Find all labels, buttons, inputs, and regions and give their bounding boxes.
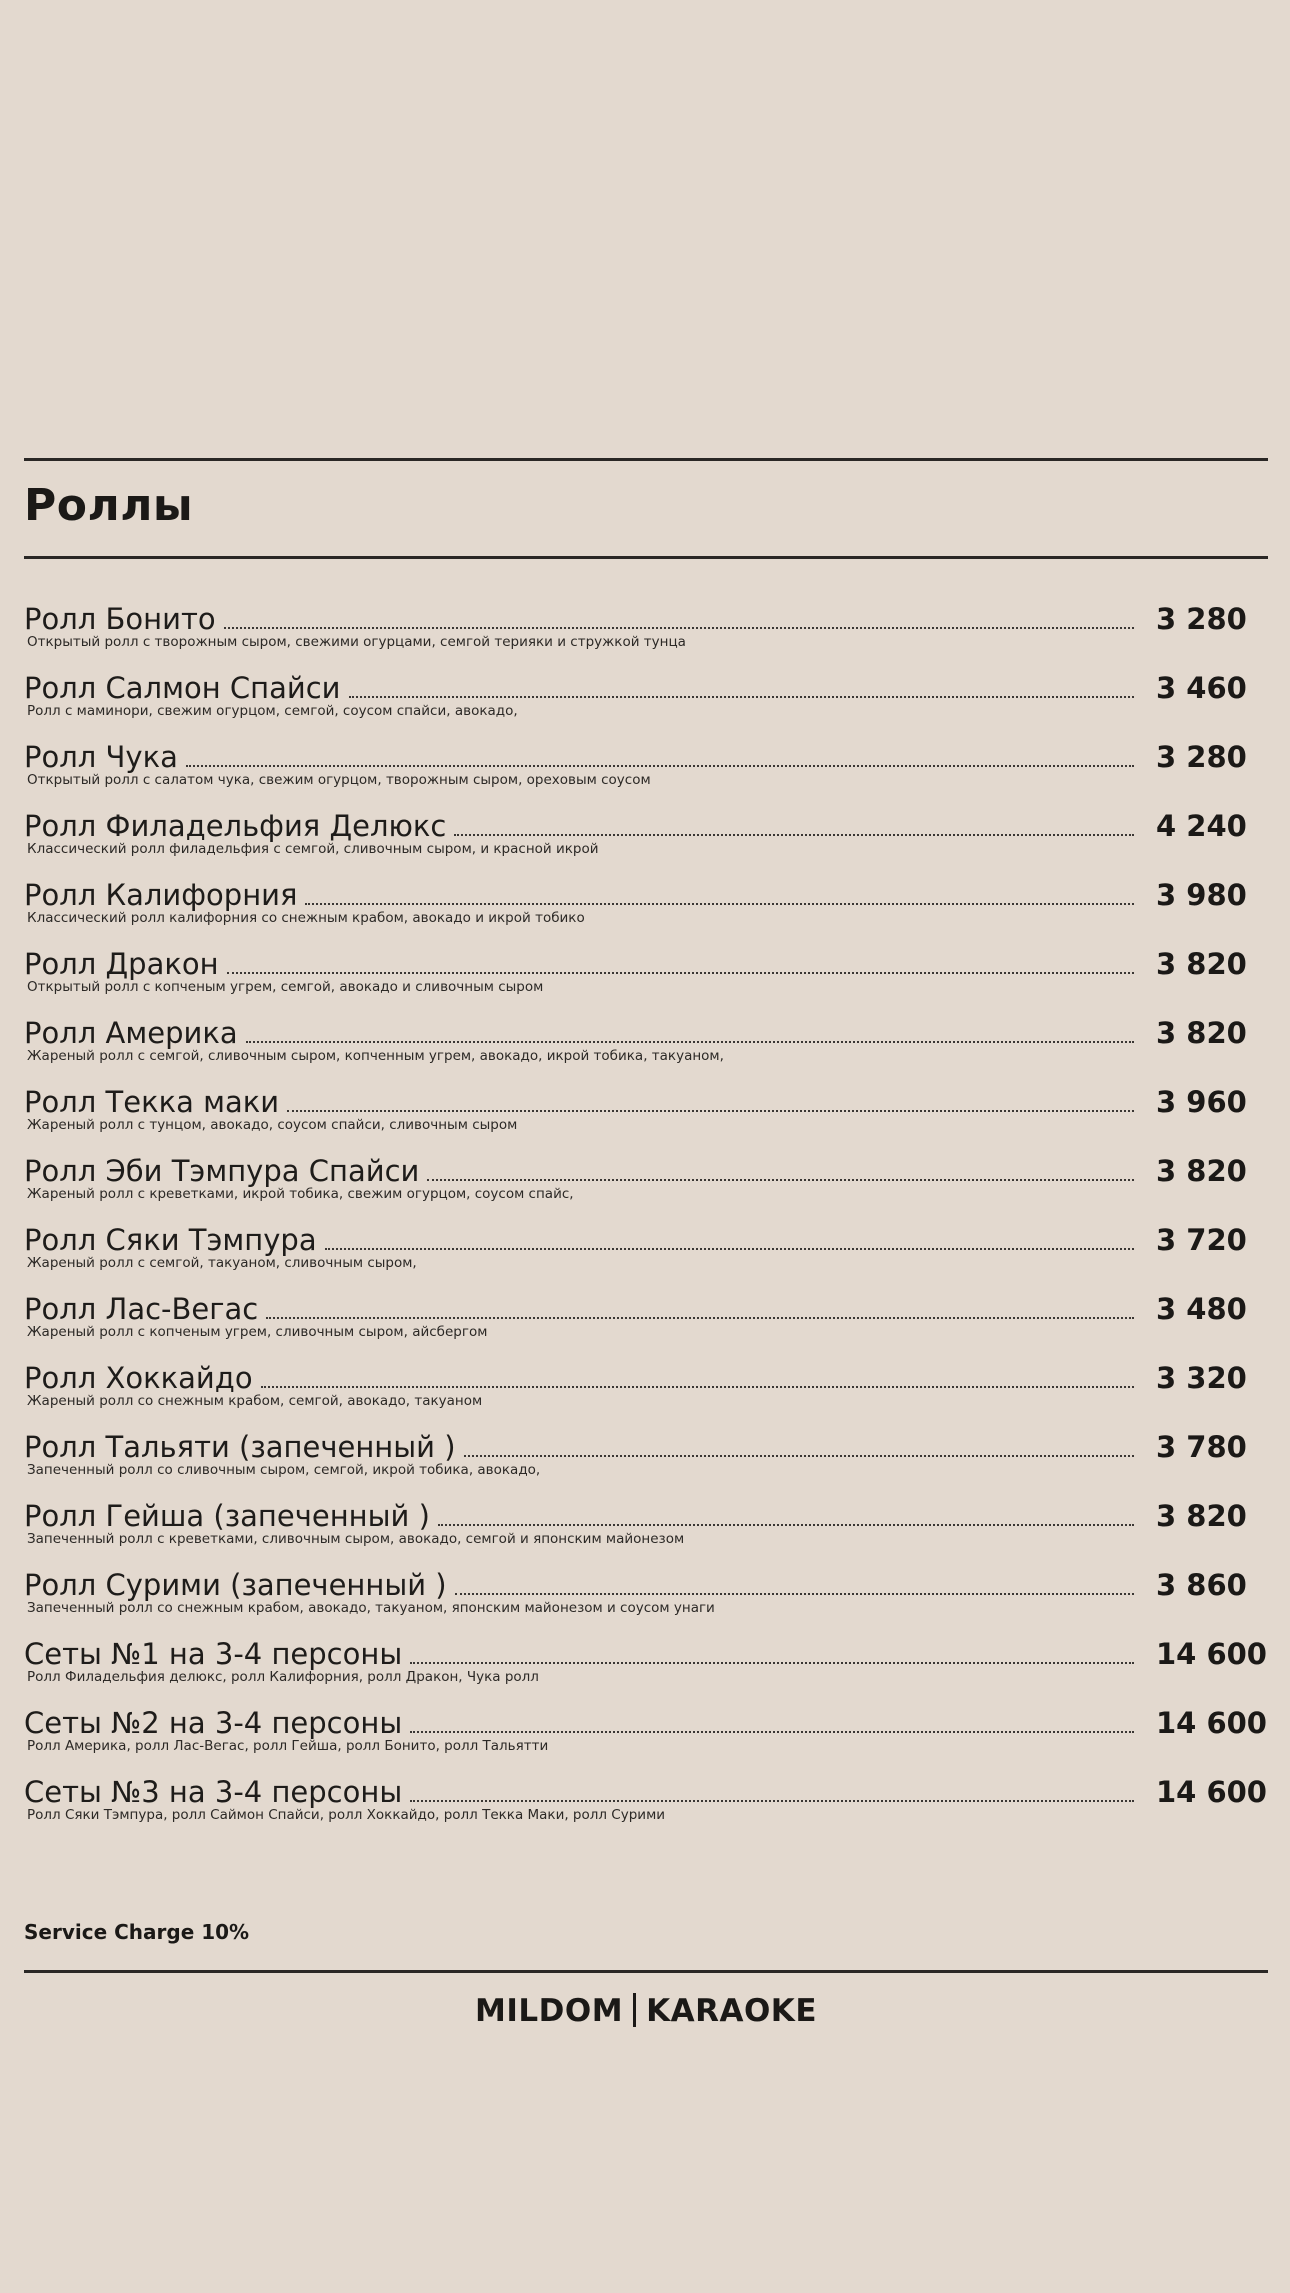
menu-item-name: Ролл Тальяти (запеченный ) — [24, 1430, 456, 1464]
menu-item-price: 3 820 — [1156, 1154, 1247, 1188]
menu-item-name: Ролл Гейша (запеченный ) — [24, 1499, 430, 1533]
menu-item-description: Классический ролл филадельфия с семгой, сливочным сыром, и красной икрой — [27, 841, 599, 857]
menu-item — [24, 596, 1268, 665]
footer-divider — [24, 1970, 1268, 1973]
menu-item-price: 3 820 — [1156, 1499, 1247, 1533]
menu-item-description: Ролл Филадельфия делюкс, ролл Калифорния, ролл Дракон, Чука ролл — [27, 1669, 539, 1685]
menu-item-name: Ролл Калифорния — [24, 878, 298, 912]
menu-item-description: Жареный ролл с тунцом, авокадо, соусом спайси, сливочным сыром — [27, 1117, 518, 1133]
dotted-leader — [227, 972, 1134, 974]
brand-logo — [24, 1993, 1268, 2029]
dotted-leader — [410, 1662, 1134, 1664]
menu-item-description: Запеченный ролл со сливочным сыром, семгой, икрой тобика, авокадо, — [27, 1462, 541, 1478]
section-title: Роллы — [24, 480, 194, 531]
menu-item — [24, 803, 1268, 872]
menu-item-price: 3 780 — [1156, 1430, 1247, 1464]
menu-item-row — [24, 1769, 1268, 1809]
menu-item — [24, 1148, 1268, 1217]
menu-item-name: Ролл Эби Тэмпура Спайси — [24, 1154, 420, 1188]
menu-item-name: Ролл Дракон — [24, 947, 219, 981]
menu-item-name: Ролл Бонито — [24, 602, 216, 636]
menu-item-price: 3 860 — [1156, 1568, 1247, 1602]
menu-item-row — [24, 1424, 1268, 1464]
menu-item-description: Открытый ролл с творожным сыром, свежими огурцами, семгой терияки и стружкой тунца — [27, 634, 686, 650]
menu-item — [24, 665, 1268, 734]
menu-item-row — [24, 1286, 1268, 1326]
top-divider — [24, 458, 1268, 461]
menu-item-row — [24, 941, 1268, 981]
dotted-leader — [438, 1524, 1134, 1526]
dotted-leader — [410, 1731, 1134, 1733]
menu-item-row — [24, 1010, 1268, 1050]
menu-item-description: Открытый ролл с салатом чука, свежим огурцом, творожным сыром, ореховым соусом — [27, 772, 651, 788]
menu-item-row — [24, 1562, 1268, 1602]
menu-item-description: Жареный ролл с креветками, икрой тобика, свежим огурцом, соусом спайс, — [27, 1186, 574, 1202]
title-divider — [24, 556, 1268, 559]
menu-item-price: 3 320 — [1156, 1361, 1247, 1395]
menu-item-name: Ролл Сяки Тэмпура — [24, 1223, 317, 1257]
brand-name-left: MILDOM — [474, 1993, 624, 2029]
menu-item-row — [24, 596, 1268, 636]
menu-item-name: Ролл Филадельфия Делюкс — [24, 809, 447, 843]
menu-item — [24, 941, 1268, 1010]
menu-item — [24, 1217, 1268, 1286]
menu-item-name: Ролл Текка маки — [24, 1085, 280, 1119]
brand-separator — [633, 1993, 636, 2027]
menu-item — [24, 1631, 1268, 1700]
menu-item-price: 3 280 — [1156, 740, 1247, 774]
menu-item — [24, 1424, 1268, 1493]
menu-page — [24, 0, 1268, 2293]
dotted-leader — [455, 1593, 1134, 1595]
menu-item-name: Ролл Хоккайдо — [24, 1361, 253, 1395]
menu-item-name: Ролл Сурими (запеченный ) — [24, 1568, 447, 1602]
menu-item-name: Сеты №3 на 3-4 персоны — [24, 1775, 403, 1809]
dotted-leader — [464, 1455, 1134, 1457]
menu-item-row — [24, 1631, 1268, 1671]
menu-item — [24, 1562, 1268, 1631]
dotted-leader — [454, 834, 1134, 836]
menu-item-name: Ролл Салмон Спайси — [24, 671, 341, 705]
menu-item-row — [24, 1217, 1268, 1257]
menu-item-description: Классический ролл калифорния со снежным крабом, авокадо и икрой тобико — [27, 910, 585, 926]
menu-item-row — [24, 665, 1268, 705]
menu-item-description: Ролл Сяки Тэмпура, ролл Саймон Спайси, ролл Хоккайдо, ролл Текка Маки, ролл Сурими — [27, 1807, 666, 1823]
menu-item — [24, 872, 1268, 941]
menu-item-name: Ролл Лас-Вегас — [24, 1292, 259, 1326]
menu-item-row — [24, 1148, 1268, 1188]
brand-name-right: KARAOKE — [646, 1993, 817, 2029]
menu-item-description: Жареный ролл с семгой, сливочным сыром, копченным угрем, авокадо, икрой тобика, такуаном, — [27, 1048, 724, 1064]
menu-item — [24, 1493, 1268, 1562]
menu-item-row — [24, 734, 1268, 774]
menu-item-description: Жареный ролл со снежным крабом, семгой, авокадо, такуаном — [27, 1393, 483, 1409]
menu-item-description: Жареный ролл с копченым угрем, сливочным сыром, айсбергом — [27, 1324, 488, 1340]
menu-item-price: 14 600 — [1156, 1637, 1267, 1671]
menu-item-price: 14 600 — [1156, 1775, 1267, 1809]
menu-item-price: 3 820 — [1156, 1016, 1247, 1050]
dotted-leader — [427, 1179, 1134, 1181]
service-charge-note: Service Charge 10% — [24, 1920, 250, 1944]
menu-item-description: Жареный ролл с семгой, такуаном, сливочным сыром, — [27, 1255, 417, 1271]
menu-item-name: Сеты №2 на 3-4 персоны — [24, 1706, 403, 1740]
menu-list — [24, 596, 1268, 1838]
menu-item-row — [24, 872, 1268, 912]
menu-item-row — [24, 1079, 1268, 1119]
menu-item-description: Запеченный ролл со снежным крабом, авокадо, такуаном, японским майонезом и соусом унаги — [27, 1600, 715, 1616]
menu-item-price: 3 280 — [1156, 602, 1247, 636]
menu-item — [24, 1355, 1268, 1424]
menu-item-price: 3 720 — [1156, 1223, 1247, 1257]
menu-item-price: 3 960 — [1156, 1085, 1247, 1119]
menu-item-description: Запеченный ролл с креветками, сливочным сыром, авокадо, семгой и японским майонезом — [27, 1531, 685, 1547]
dotted-leader — [325, 1248, 1134, 1250]
menu-item-name: Ролл Америка — [24, 1016, 238, 1050]
menu-item-description: Открытый ролл с копченым угрем, семгой, авокадо и сливочным сыром — [27, 979, 544, 995]
dotted-leader — [261, 1386, 1134, 1388]
menu-item — [24, 1700, 1268, 1769]
dotted-leader — [410, 1800, 1134, 1802]
dotted-leader — [246, 1041, 1134, 1043]
dotted-leader — [266, 1317, 1134, 1319]
menu-item — [24, 1286, 1268, 1355]
menu-item-row — [24, 803, 1268, 843]
menu-item-row — [24, 1355, 1268, 1395]
menu-item-description: Ролл с маминори, свежим огурцом, семгой, соусом спайси, авокадо, — [27, 703, 518, 719]
menu-item-row — [24, 1700, 1268, 1740]
menu-item — [24, 734, 1268, 803]
menu-item — [24, 1010, 1268, 1079]
menu-item-row — [24, 1493, 1268, 1533]
menu-item-name: Сеты №1 на 3-4 персоны — [24, 1637, 403, 1671]
menu-item-price: 3 980 — [1156, 878, 1247, 912]
dotted-leader — [349, 696, 1135, 698]
menu-item-price: 3 820 — [1156, 947, 1247, 981]
menu-item-price: 3 480 — [1156, 1292, 1247, 1326]
menu-item-price: 4 240 — [1156, 809, 1247, 843]
menu-item-description: Ролл Америка, ролл Лас-Вегас, ролл Гейша, ролл Бонито, ролл Тальятти — [27, 1738, 549, 1754]
menu-item-price: 3 460 — [1156, 671, 1247, 705]
dotted-leader — [287, 1110, 1134, 1112]
dotted-leader — [186, 765, 1134, 767]
dotted-leader — [224, 627, 1134, 629]
menu-item-price: 14 600 — [1156, 1706, 1267, 1740]
menu-item-name: Ролл Чука — [24, 740, 178, 774]
menu-item — [24, 1079, 1268, 1148]
dotted-leader — [305, 903, 1134, 905]
menu-item — [24, 1769, 1268, 1838]
